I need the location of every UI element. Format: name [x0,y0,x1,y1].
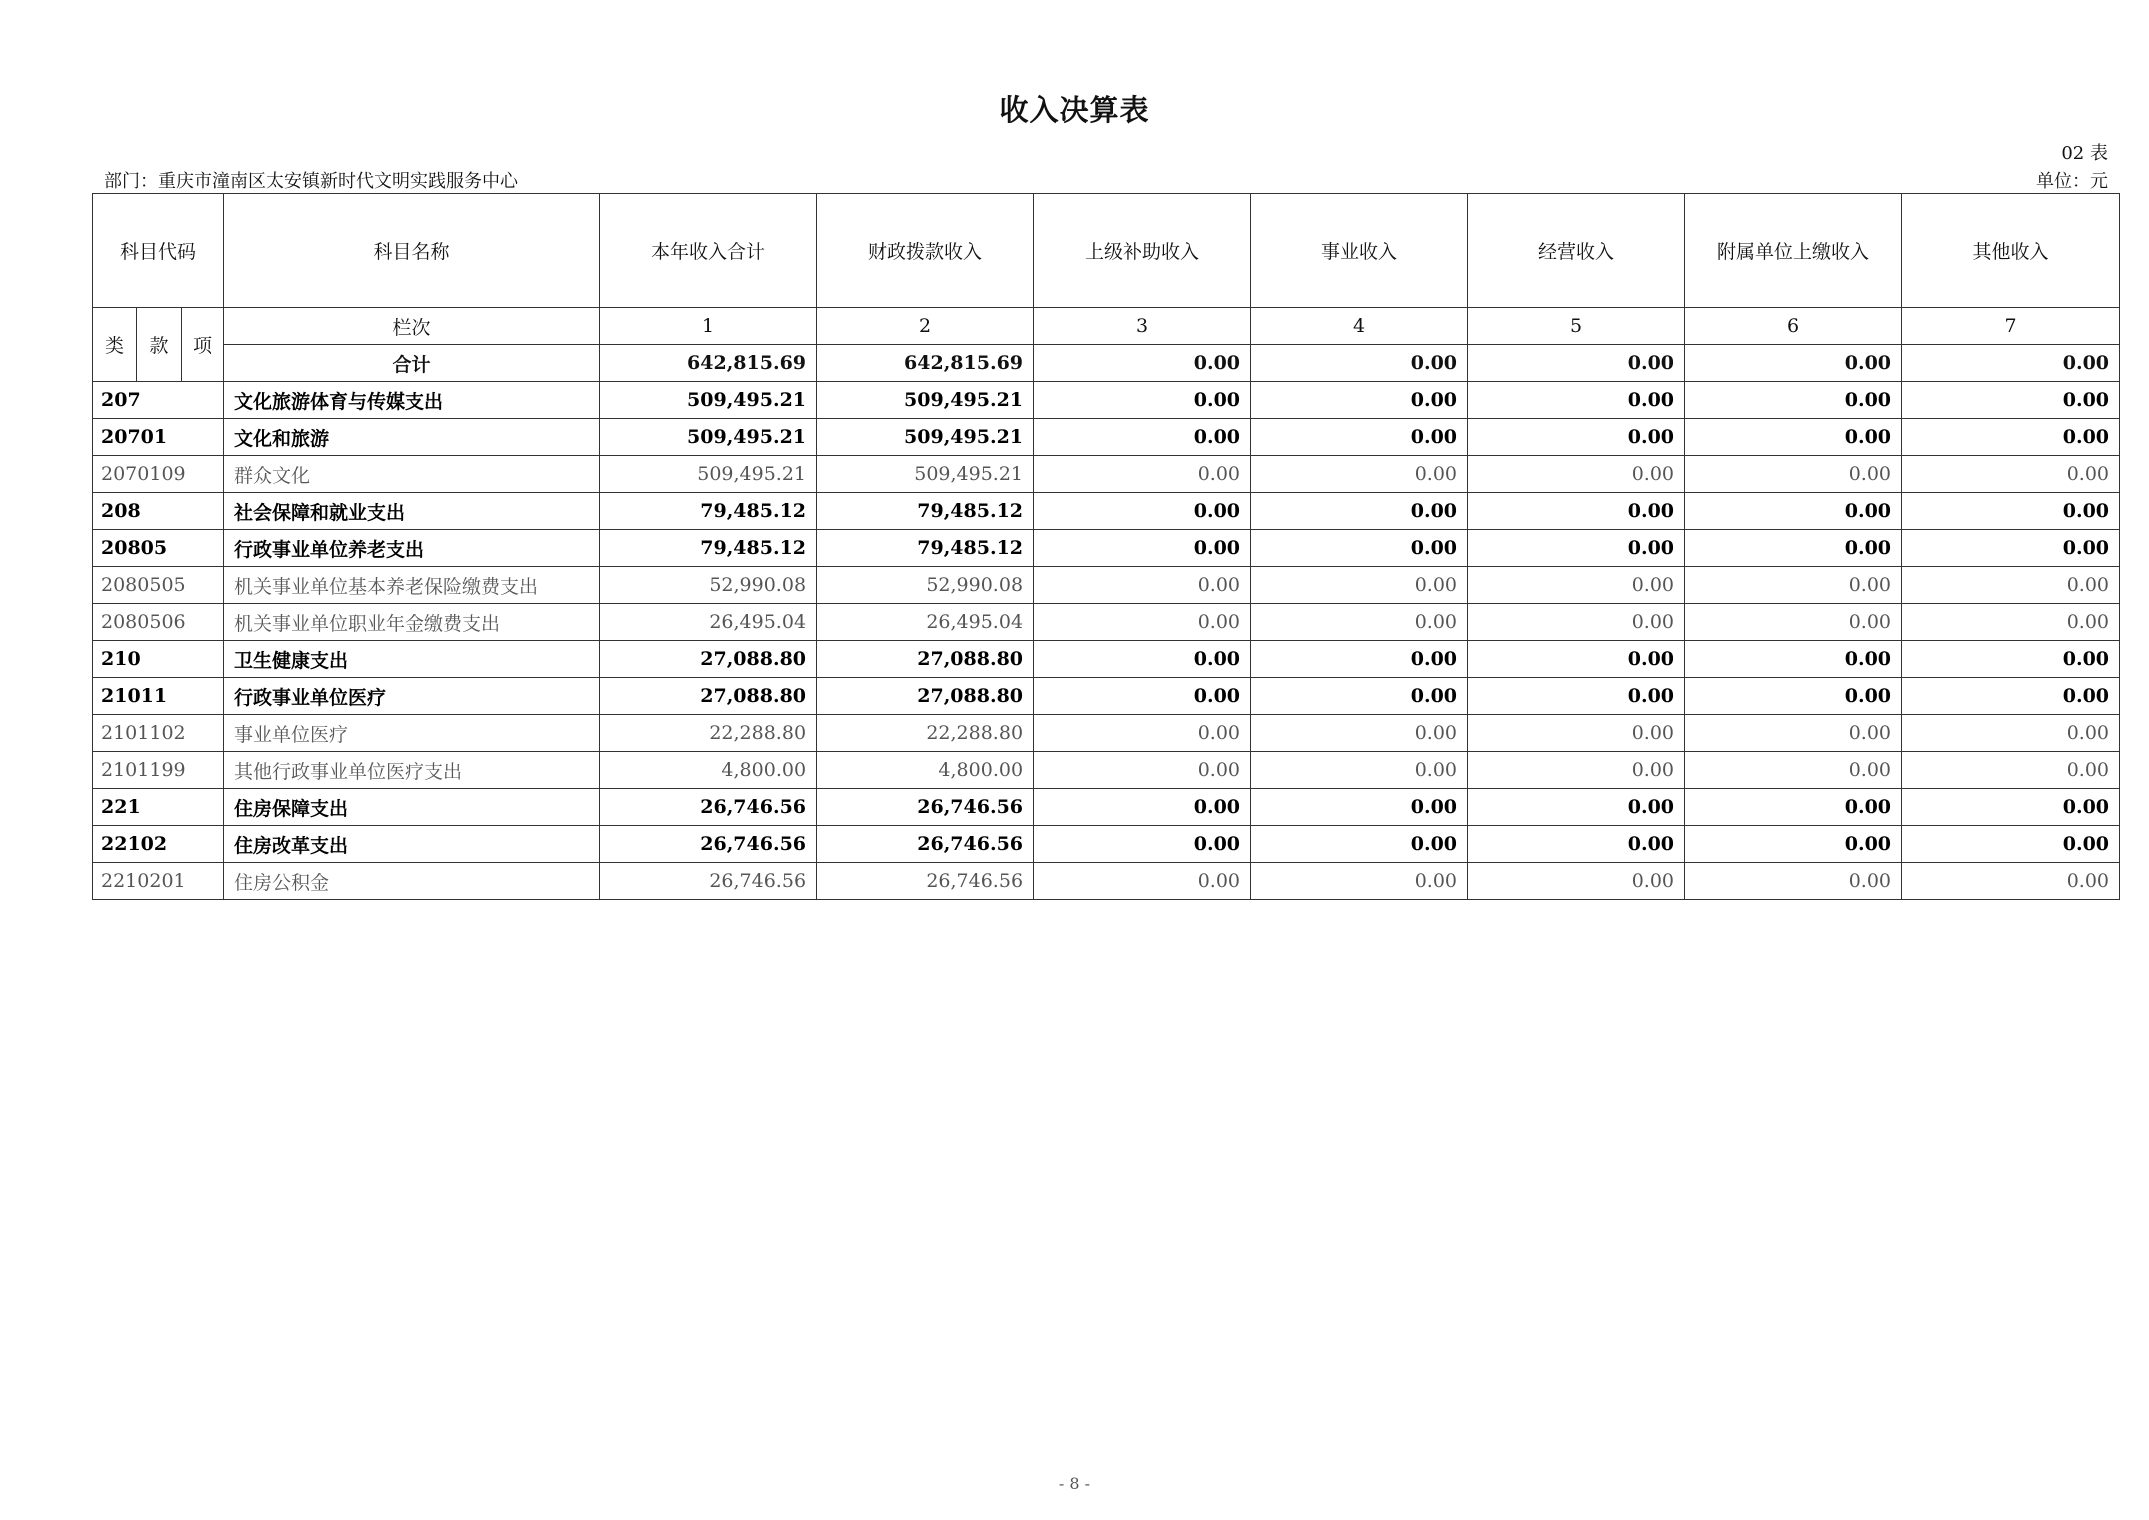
amount-cell: 0.00 [1685,826,1902,863]
amount-cell: 0.00 [1034,678,1251,715]
amount-cell: 0.00 [1685,493,1902,530]
total-value: 642,815.69 [817,345,1034,382]
col-number: 7 [1902,308,2120,345]
amount-cell: 27,088.80 [600,641,817,678]
amount-cell: 52,990.08 [817,567,1034,604]
amount-cell: 27,088.80 [817,678,1034,715]
subject-name: 群众文化 [224,456,600,493]
amount-cell: 0.00 [1902,678,2120,715]
amount-cell: 0.00 [1685,789,1902,826]
amount-cell: 0.00 [1251,530,1468,567]
amount-cell: 4,800.00 [817,752,1034,789]
subject-name: 文化旅游体育与传媒支出 [224,382,600,419]
amount-cell: 79,485.12 [600,530,817,567]
col-number: 3 [1034,308,1251,345]
amount-cell: 0.00 [1034,826,1251,863]
table-row [93,752,2120,789]
amount-cell: 0.00 [1251,493,1468,530]
lanci-label: 栏次 [224,308,600,345]
amount-cell: 0.00 [1468,678,1685,715]
subject-name: 行政事业单位医疗 [224,678,600,715]
header-col-4: 事业收入 [1251,194,1468,308]
subject-code: 2101199 [93,752,224,789]
amount-cell: 0.00 [1685,641,1902,678]
amount-cell: 0.00 [1251,863,1468,900]
amount-cell: 0.00 [1468,456,1685,493]
table-row [93,493,2120,530]
amount-cell: 0.00 [1034,752,1251,789]
amount-cell: 0.00 [1251,789,1468,826]
total-value: 642,815.69 [600,345,817,382]
amount-cell: 0.00 [1034,567,1251,604]
amount-cell: 0.00 [1251,752,1468,789]
subject-code: 22102 [93,826,224,863]
amount-cell: 0.00 [1685,863,1902,900]
amount-cell: 0.00 [1034,604,1251,641]
amount-cell: 0.00 [1685,456,1902,493]
table-row [93,456,2120,493]
amount-cell: 26,746.56 [817,863,1034,900]
amount-cell: 0.00 [1902,456,2120,493]
header-col-6: 附属单位上缴收入 [1685,194,1902,308]
subject-name: 行政事业单位养老支出 [224,530,600,567]
table-row [93,715,2120,752]
amount-cell: 0.00 [1685,530,1902,567]
amount-cell: 0.00 [1902,715,2120,752]
table-row [93,382,2120,419]
amount-cell: 509,495.21 [817,419,1034,456]
amount-cell: 0.00 [1034,419,1251,456]
subject-code: 20701 [93,419,224,456]
total-label: 合计 [224,345,600,382]
table-row [93,567,2120,604]
amount-cell: 0.00 [1468,567,1685,604]
amount-cell: 0.00 [1034,456,1251,493]
header-col-7: 其他收入 [1902,194,2120,308]
table-row [93,789,2120,826]
table-row [93,604,2120,641]
amount-cell: 509,495.21 [817,382,1034,419]
subject-code: 2070109 [93,456,224,493]
subject-code: 221 [93,789,224,826]
amount-cell: 0.00 [1468,382,1685,419]
subject-name: 文化和旅游 [224,419,600,456]
table-row [93,826,2120,863]
amount-cell: 0.00 [1251,382,1468,419]
amount-cell: 509,495.21 [600,382,817,419]
subject-code: 2080505 [93,567,224,604]
subject-code: 210 [93,641,224,678]
department-label: 部门：重庆市潼南区太安镇新时代文明实践服务中心 [104,171,518,192]
amount-cell: 0.00 [1034,789,1251,826]
page-number: - 8 - [1058,1474,1091,1493]
subject-name: 住房改革支出 [224,826,600,863]
amount-cell: 79,485.12 [817,530,1034,567]
amount-cell: 0.00 [1468,493,1685,530]
amount-cell: 0.00 [1902,863,2120,900]
subject-code: 208 [93,493,224,530]
amount-cell: 27,088.80 [817,641,1034,678]
amount-cell: 0.00 [1034,530,1251,567]
amount-cell: 27,088.80 [600,678,817,715]
amount-cell: 0.00 [1685,715,1902,752]
amount-cell: 22,288.80 [817,715,1034,752]
header-row [93,194,2120,308]
amount-cell: 0.00 [1685,604,1902,641]
amount-cell: 509,495.21 [817,456,1034,493]
kuan-label: 款 [137,308,182,382]
subject-code: 2210201 [93,863,224,900]
table-row [93,678,2120,715]
amount-cell: 26,495.04 [817,604,1034,641]
total-value: 0.00 [1251,345,1468,382]
col-number: 2 [817,308,1034,345]
subject-name: 住房公积金 [224,863,600,900]
subject-name: 住房保障支出 [224,789,600,826]
col-number: 1 [600,308,817,345]
amount-cell: 0.00 [1468,530,1685,567]
subject-code: 20805 [93,530,224,567]
amount-cell: 0.00 [1902,641,2120,678]
header-col-2: 财政拨款收入 [817,194,1034,308]
subject-code: 2101102 [93,715,224,752]
subject-name: 其他行政事业单位医疗支出 [224,752,600,789]
amount-cell: 0.00 [1468,826,1685,863]
table-number: 02 表 [2061,143,2108,164]
amount-cell: 0.00 [1468,715,1685,752]
subject-code: 2080506 [93,604,224,641]
amount-cell: 0.00 [1251,715,1468,752]
amount-cell: 0.00 [1685,752,1902,789]
table-row [93,641,2120,678]
amount-cell: 0.00 [1468,789,1685,826]
amount-cell: 0.00 [1902,493,2120,530]
amount-cell: 0.00 [1034,641,1251,678]
amount-cell: 26,746.56 [600,789,817,826]
total-value: 0.00 [1034,345,1251,382]
amount-cell: 26,495.04 [600,604,817,641]
col-number: 4 [1251,308,1468,345]
table-row [93,530,2120,567]
amount-cell: 0.00 [1902,419,2120,456]
amount-cell: 0.00 [1902,826,2120,863]
header-col-1: 本年收入合计 [600,194,817,308]
amount-cell: 0.00 [1251,567,1468,604]
amount-cell: 0.00 [1902,567,2120,604]
amount-cell: 0.00 [1468,604,1685,641]
amount-cell: 0.00 [1902,752,2120,789]
total-row [93,345,2120,382]
total-value: 0.00 [1902,345,2120,382]
amount-cell: 0.00 [1251,419,1468,456]
subject-code: 21011 [93,678,224,715]
amount-cell: 0.00 [1034,863,1251,900]
amount-cell: 22,288.80 [600,715,817,752]
amount-cell: 0.00 [1468,863,1685,900]
subject-name: 机关事业单位基本养老保险缴费支出 [224,567,600,604]
amount-cell: 0.00 [1685,678,1902,715]
header-name: 科目名称 [224,194,600,308]
col-number: 5 [1468,308,1685,345]
amount-cell: 0.00 [1468,641,1685,678]
header-col-3: 上级补助收入 [1034,194,1251,308]
unit-label: 单位：元 [2036,171,2108,192]
column-number-row [93,308,2120,345]
amount-cell: 79,485.12 [600,493,817,530]
amount-cell: 0.00 [1902,530,2120,567]
income-report-table [92,193,2120,900]
amount-cell: 0.00 [1468,752,1685,789]
amount-cell: 0.00 [1902,604,2120,641]
amount-cell: 0.00 [1251,456,1468,493]
subject-name: 社会保障和就业支出 [224,493,600,530]
amount-cell: 0.00 [1251,678,1468,715]
table-row [93,863,2120,900]
subject-code: 207 [93,382,224,419]
total-value: 0.00 [1468,345,1685,382]
header-col-5: 经营收入 [1468,194,1685,308]
amount-cell: 26,746.56 [817,826,1034,863]
amount-cell: 26,746.56 [600,863,817,900]
amount-cell: 0.00 [1251,604,1468,641]
amount-cell: 26,746.56 [817,789,1034,826]
amount-cell: 0.00 [1902,382,2120,419]
amount-cell: 0.00 [1468,419,1685,456]
amount-cell: 4,800.00 [600,752,817,789]
amount-cell: 0.00 [1902,789,2120,826]
amount-cell: 0.00 [1251,641,1468,678]
amount-cell: 509,495.21 [600,456,817,493]
total-value: 0.00 [1685,345,1902,382]
amount-cell: 0.00 [1251,826,1468,863]
amount-cell: 0.00 [1685,382,1902,419]
subject-name: 卫生健康支出 [224,641,600,678]
amount-cell: 509,495.21 [600,419,817,456]
lei-label: 类 [93,308,137,382]
page-title: 收入决算表 [999,93,1150,127]
subject-name: 机关事业单位职业年金缴费支出 [224,604,600,641]
amount-cell: 0.00 [1685,567,1902,604]
amount-cell: 0.00 [1034,715,1251,752]
header-code: 科目代码 [93,194,224,308]
amount-cell: 52,990.08 [600,567,817,604]
xiang-label: 项 [182,308,224,382]
amount-cell: 0.00 [1034,382,1251,419]
subject-name: 事业单位医疗 [224,715,600,752]
amount-cell: 26,746.56 [600,826,817,863]
amount-cell: 79,485.12 [817,493,1034,530]
table-row [93,419,2120,456]
col-number: 6 [1685,308,1902,345]
amount-cell: 0.00 [1034,493,1251,530]
amount-cell: 0.00 [1685,419,1902,456]
